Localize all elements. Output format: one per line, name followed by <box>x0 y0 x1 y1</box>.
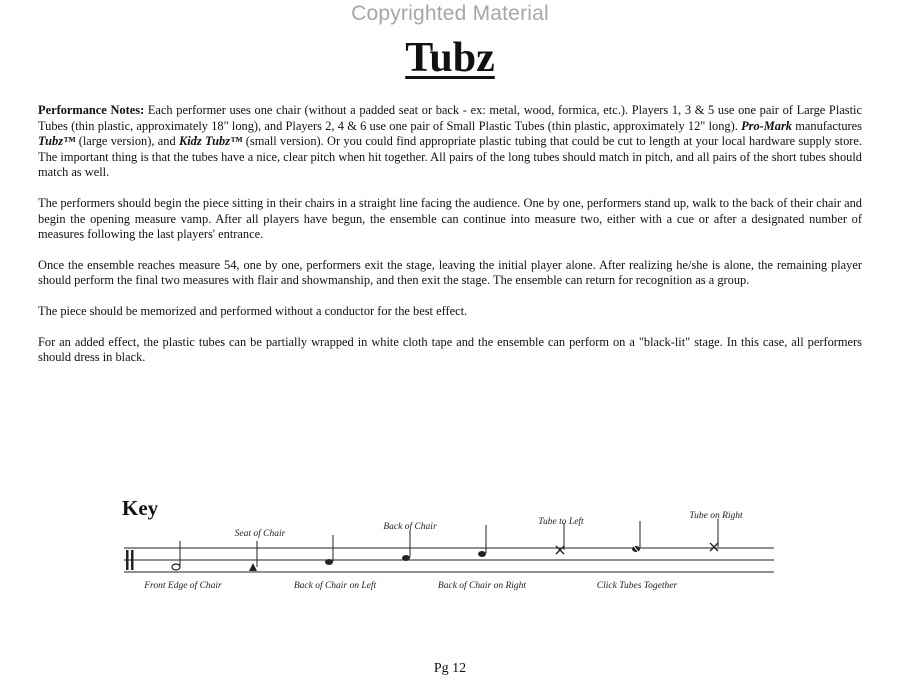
label-back-of-chair-on-left: Back of Chair on Left <box>293 581 377 591</box>
performance-notes <box>38 103 862 381</box>
notes-text: Each performer uses one chair (without a padded seat or back - ex: metal, wood, formica, etc.). Players 1, 3 & 5 use one pair of Large Plastic Tubes (thin plastic, approximately 18" long), and Players 2, 4 & 6 use one pair of Small Plastic Tubes (thin plastic, approximately 12" long). <box>38 103 862 133</box>
label-tube-to-left: Tube to Left <box>538 517 584 527</box>
label-back-of-chair: Back of Chair <box>383 522 437 532</box>
percussion-clef-icon <box>126 550 129 570</box>
note-back-of-chair <box>402 555 410 561</box>
copyright-watermark: Copyrighted Material <box>351 2 549 25</box>
notation-key-staff <box>118 505 778 605</box>
brand-kidz-tubz: Kidz Tubz™ <box>178 134 243 149</box>
notes-paragraph-5: For an added effect, the plastic tubes can be partially wrapped in white cloth tape and the ensemble can perform on a "black-lit" stage. In this case, all performers should dress in black. <box>38 334 862 365</box>
notes-paragraph-1 <box>38 103 862 181</box>
percussion-clef-icon <box>131 550 134 570</box>
notes-text: manufactures <box>792 118 862 133</box>
notes-text: (small version). Or you could find appropriate plastic tubing that could be cut to length at your local hardware supply store. The important thing is that the tubes have a nice, clear pitch when hit together. All pairs of the long tubes should match in pitch, and all pairs of the short tubes should match as well. <box>38 134 862 180</box>
notes-text: (large version), and <box>75 134 179 149</box>
brand-promark: Pro-Mark <box>741 118 793 133</box>
brand-tubz: Tubz™ <box>38 134 76 149</box>
notes-label: Performance Notes: <box>38 103 145 117</box>
note-back-of-chair-on-right <box>478 551 486 557</box>
notes-paragraph-4: The piece should be memorized and performed without a conductor for the best effect. <box>38 303 468 318</box>
label-tube-on-right: Tube on Right <box>689 511 743 521</box>
label-seat-of-chair: Seat of Chair <box>234 529 286 539</box>
label-back-of-chair-on-right: Back of Chair on Right <box>437 581 527 591</box>
label-click-tubes-together: Click Tubes Together <box>596 581 678 591</box>
note-seat-of-chair <box>249 563 257 571</box>
notes-paragraph-2: The performers should begin the piece sitting in their chairs in a straight line facing the audience. One by one, performers stand up, walk to the back of their chair and begin the opening measure vamp. After all players have begun, the ensemble can continue into measure two, either with a cue or after a designated number of measures following the last players' entrance. <box>38 195 862 242</box>
note-back-of-chair-on-left <box>325 559 333 565</box>
notes-paragraph-3: Once the ensemble reaches measure 54, one by one, performers exit the stage, leaving the initial player alone. After realizing he/she is alone, the remaining player should perform the final two measures with flair and showmanship, and then exit the stage. The ensemble can return for recognition as a group. <box>38 257 862 288</box>
label-front-edge-of-chair: Front Edge of Chair <box>144 581 222 591</box>
key-heading: Key <box>122 496 159 520</box>
page-title: Tubz <box>405 35 495 81</box>
page-number: Pg 12 <box>433 661 467 676</box>
note-front-edge-of-chair <box>172 564 180 570</box>
